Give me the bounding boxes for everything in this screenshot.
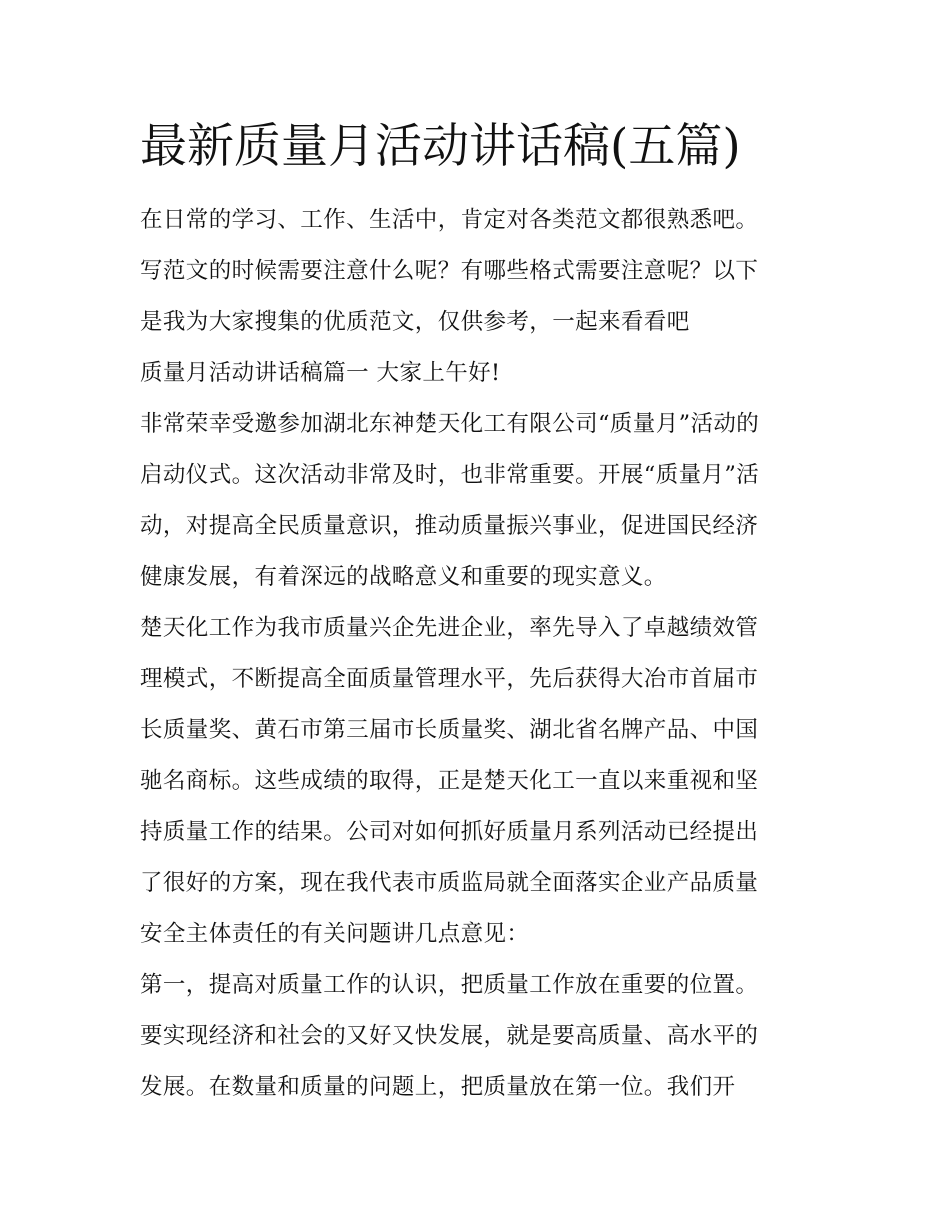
text-line: 质量月活动讲话稿篇一 大家上午好!	[140, 360, 501, 386]
document-title: 最新质量月活动讲话稿(五篇)	[140, 119, 741, 174]
text-line: 驰名商标。这些成绩的取得，正是楚天化工一直以来重视和坚	[140, 768, 759, 794]
text-line: 长质量奖、黄石市第三届市长质量奖、湖北省名牌产品、中国	[140, 717, 759, 743]
text-line: 写范文的时候需要注意什么呢？有哪些格式需要注意呢？以下	[140, 258, 759, 284]
text-line: 启动仪式。这次活动非常及时，也非常重要。开展“质量月”活	[140, 462, 760, 488]
text-line: 楚天化工作为我市质量兴企先进企业，率先导入了卓越绩效管	[140, 615, 759, 641]
text-line: 健康发展，有着深远的战略意义和重要的现实意义。	[140, 564, 667, 590]
text-line: 安全主体责任的有关问题讲几点意见：	[140, 921, 530, 947]
text-line: 发展。在数量和质量的问题上，把质量放在第一位。我们开	[140, 1074, 736, 1100]
text-line: 理模式，不断提高全面质量管理水平，先后获得大冶市首届市	[140, 666, 759, 692]
text-line: 持质量工作的结果。公司对如何抓好质量月系列活动已经提出	[140, 819, 759, 845]
text-line: 要实现经济和社会的又好又快发展，就是要高质量、高水平的	[140, 1023, 759, 1049]
text-line: 在日常的学习、工作、生活中，肯定对各类范文都很熟悉吧。	[140, 207, 759, 233]
document-body	[140, 195, 820, 1113]
text-line: 第一，提高对质量工作的认识，把质量工作放在重要的位置。	[140, 972, 759, 998]
text-line: 非常荣幸受邀参加湖北东神楚天化工有限公司“质量月”活动的	[140, 411, 760, 437]
text-line: 动，对提高全民质量意识，推动质量振兴事业，促进国民经济	[140, 513, 759, 539]
text-line: 了很好的方案，现在我代表市质监局就全面落实企业产品质量	[140, 870, 759, 896]
text-line: 是我为大家搜集的优质范文，仅供参考，一起来看看吧	[140, 309, 690, 335]
